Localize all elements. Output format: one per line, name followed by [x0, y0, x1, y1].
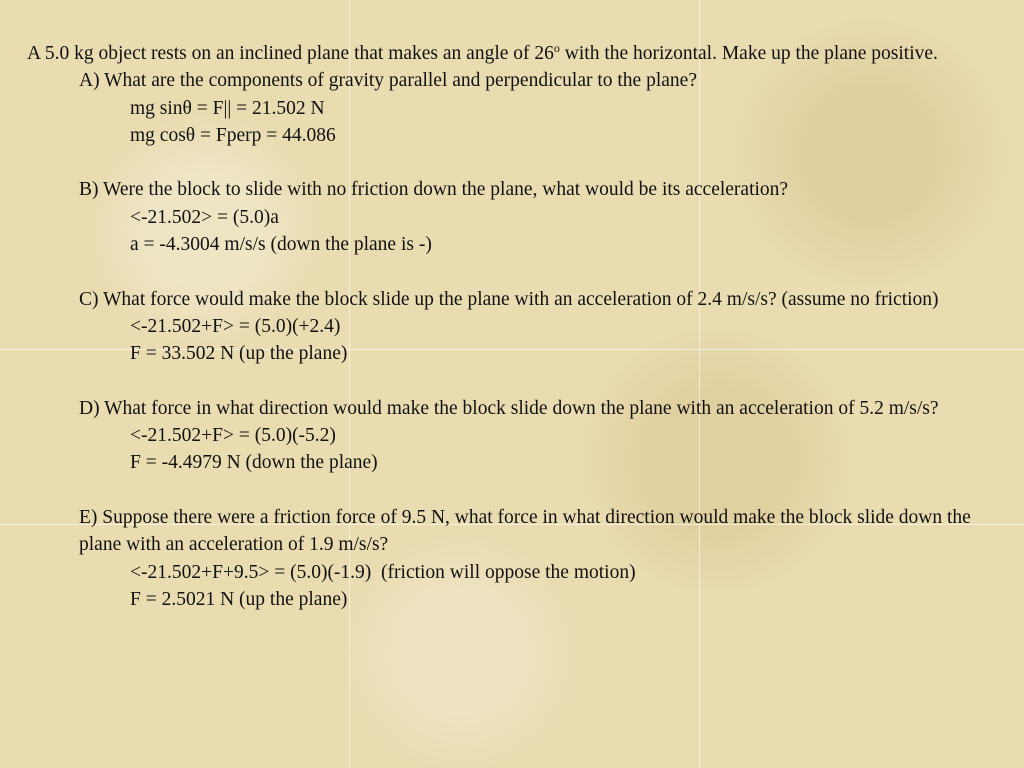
- part-d-answer-2: F = -4.4979 N (down the plane): [130, 452, 378, 474]
- part-e-answer-2: F = 2.5021 N (up the plane): [130, 588, 348, 610]
- part-b-question: B) Were the block to slide with no friction down the plane, what would be its acceleration?: [79, 179, 789, 201]
- problem-statement: [27, 40, 1012, 67]
- part-e-answer-1: <-21.502+F+9.5> = (5.0)(-1.9) (friction will oppose the motion): [130, 561, 636, 583]
- part-c-answer-1: <-21.502+F> = (5.0)(+2.4): [130, 315, 341, 337]
- part-a-answer-1: mg sinθ = F|| = 21.502 N: [130, 97, 325, 119]
- part-d-answer-1: <-21.502+F> = (5.0)(-5.2): [130, 425, 336, 447]
- part-e-question: E) Suppose there were a friction force of 9.5 N, what force in what direction would make the block slide down the plane with an acceleration of 1.9 m/s/s?: [79, 507, 971, 556]
- part-c-question: C) What force would make the block slide up the plane with an acceleration of 2.4 m/s/s? (assume no friction): [79, 288, 939, 310]
- problem-intro-text: A 5.0 kg object rests on an inclined plane that makes an angle of 26: [27, 43, 554, 64]
- part-c-answer-2: F = 33.502 N (up the plane): [130, 343, 348, 365]
- part-a-answer-2: mg cosθ = Fperp = 44.086: [130, 124, 336, 146]
- part-d-question: D) What force in what direction would make the block slide down the plane with an acceleration of 5.2 m/s/s?: [79, 397, 939, 419]
- part-b-answer-1: <-21.502> = (5.0)a: [130, 206, 279, 228]
- part-b-answer-2: a = -4.3004 m/s/s (down the plane is -): [130, 234, 432, 256]
- degree-superscript: o: [553, 41, 560, 55]
- slide-content: [27, 40, 1012, 613]
- problem-intro-text-cont: with the horizontal. Make up the plane positive.: [559, 43, 938, 64]
- part-a-question: A) What are the components of gravity parallel and perpendicular to the plane?: [79, 70, 697, 92]
